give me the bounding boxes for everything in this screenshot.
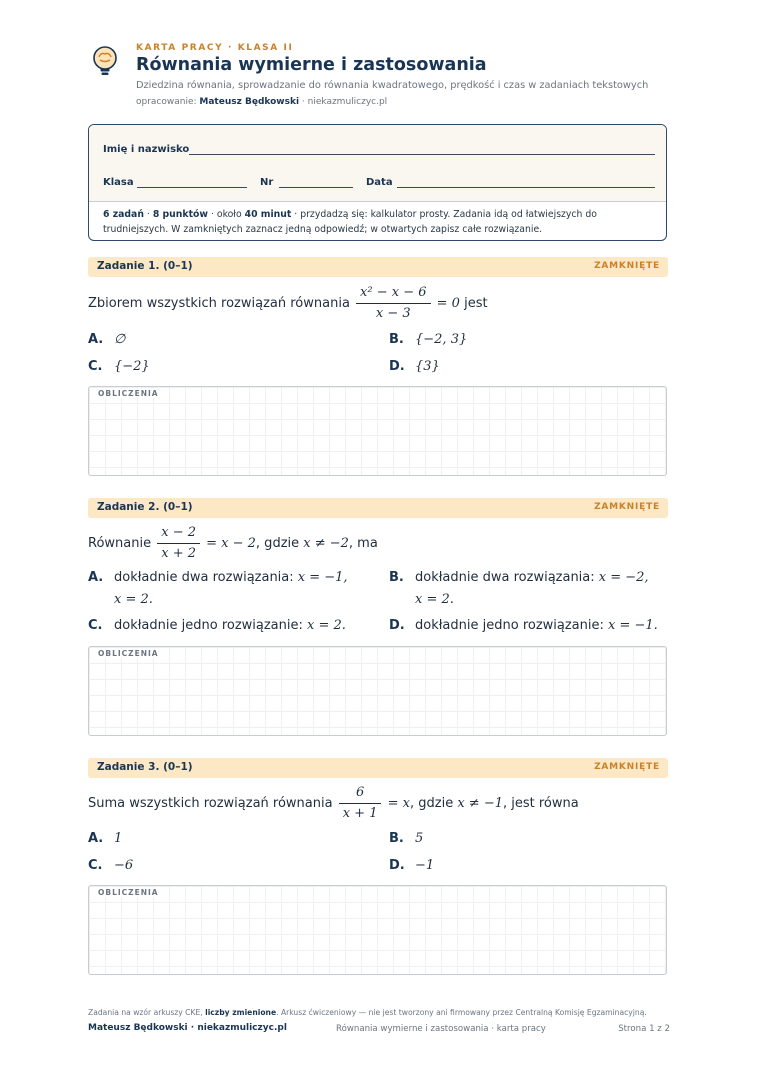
name-label: Imię i nazwisko [103,144,190,155]
task-1-stem-pre: Zbiorem wszystkich rozwiązań równania [88,296,355,311]
task-3-numerator: 6 [339,785,382,804]
task-1-stem-end: jest [459,296,488,311]
page-subtitle: Dziedzina równania, sprowadzanie do równania kwadratowego, prędkość i czas w zadaniach tekstowych [136,80,649,91]
task-2-question [88,525,378,562]
task-1-denominator: x − 3 [375,306,411,321]
task-1-header [88,257,668,277]
disclaimer-post: . Arkusz ćwiczeniowy — nie jest tworzony ani firmowany przez Centralną Komisję Egzaminacyjną. [276,1008,647,1017]
disclaimer-pre: Zadania na wzór arkuszy CKE, [88,1008,206,1017]
option-math: x = 2. [307,618,346,633]
instructions-text [103,207,653,237]
date-label: Data [366,177,393,188]
option-text: {−2, 3} [415,332,468,347]
author-prefix: opracowanie: [136,97,200,107]
task-1-option-b[interactable] [389,329,659,351]
option-continuation: x = 2. [415,592,454,607]
option-letter: A. [88,831,104,846]
info-points: 8 punktów [152,209,209,220]
option-math: x = −2, [598,570,649,585]
author-line [136,97,696,107]
option-text: dokładnie jedno rozwiązanie: [114,618,308,633]
task-1-numerator: x² − x − 6 [356,285,430,304]
task-3-stem-cond: x ≠ −1 [457,796,503,811]
info-rest: · przydadzą się: kalkulator prosty. Zadania idą od łatwiejszych do trudniejszych. W zamkniętych zaznacz jedną odpowiedź; w otwartych zapisz całe rozwiązanie. [103,209,597,235]
option-letter: B. [389,570,404,585]
nr-label: Nr [260,177,274,188]
option-text: dokładnie jedno rozwiązanie: [415,618,609,633]
option-text: dokładnie dwa rozwiązania: [415,570,599,585]
task-2-numerator: x − 2 [157,525,200,544]
class-label: Klasa [103,177,134,188]
option-continuation: x = 2. [114,592,153,607]
calc-label: OBLICZENIA [98,389,159,398]
option-text: dokładnie dwa rozwiązania: [114,570,298,585]
task-3-stem-end: , jest równa [502,796,579,811]
name-field[interactable] [189,154,655,155]
option-letter: B. [389,332,404,347]
info-time-pre: · około [208,209,245,220]
task-3-denominator: x + 1 [342,806,378,821]
option-letter: C. [88,359,103,374]
disclaimer-bold: liczby zmienione [205,1008,277,1017]
calc-label: OBLICZENIA [98,888,159,897]
task-3-question [88,785,579,822]
task-2-fraction [157,525,200,562]
task-2-kind-badge: ZAMKNIĘTE [594,502,660,512]
task-3-header [88,758,668,778]
option-letter: A. [88,570,104,585]
task-3-title: Zadanie 3. (0–1) [97,761,193,773]
student-fields [89,125,666,202]
task-3-option-a[interactable] [88,828,358,850]
option-text: −1 [415,858,435,873]
option-letter: C. [88,858,103,873]
class-field[interactable] [137,187,247,188]
page-header [136,43,696,107]
option-math: x = −1, [297,570,348,585]
task-2-option-c[interactable] [88,615,378,637]
option-letter: D. [389,359,405,374]
info-time: 40 minut [244,209,292,220]
option-text: 1 [114,831,123,846]
task-3-option-d[interactable] [389,855,659,877]
option-text: −6 [114,858,134,873]
student-info-box [88,124,667,241]
task-3-stem-post: = x [383,796,410,811]
nr-field[interactable] [279,187,353,188]
option-text: {3} [415,359,440,374]
task-2-stem-pre: Równanie [88,536,156,551]
info-sep: · [143,209,153,220]
calc-label: OBLICZENIA [98,649,159,658]
task-3-fraction [339,785,382,822]
task-1-title: Zadanie 1. (0–1) [97,260,193,272]
task-1-calculation-area[interactable] [88,386,667,476]
footer-page-number: Strona 1 z 2 [618,1024,670,1034]
task-3-stem-pre: Suma wszystkich rozwiązań równania [88,796,337,811]
header-kicker: KARTA PRACY · KLASA II [136,43,294,53]
option-math: x = −1. [608,618,658,633]
option-text: ∅ [114,332,126,347]
footer-disclaimer [88,1008,647,1017]
task-2-stem-post: = x − 2 [202,536,256,551]
task-1-option-d[interactable] [389,356,659,378]
task-1-option-a[interactable] [88,329,358,351]
task-2-stem-mid: , gdzie [255,536,304,551]
task-2-calculation-area[interactable] [88,646,667,736]
task-2-denominator: x + 2 [161,546,196,561]
page-title: Równania wymierne i zastosowania [136,55,487,75]
task-1-question [88,285,488,322]
task-2-option-d[interactable] [389,615,667,637]
task-2-header [88,498,668,518]
task-3-calculation-area[interactable] [88,885,667,975]
task-2-option-a[interactable] [88,567,378,611]
task-1-fraction [356,285,430,322]
task-1-stem-post: = 0 [432,296,460,311]
option-letter: A. [88,332,104,347]
option-letter: C. [88,618,103,633]
task-2-option-b[interactable] [389,567,667,611]
footer-doc-title: Równania wymierne i zastosowania · karta pracy [336,1024,546,1034]
footer-author: Mateusz Będkowski · niekazmuliczyc.pl [88,1023,287,1033]
option-letter: D. [389,618,405,633]
task-2-stem-end: , ma [348,536,378,551]
author-name: Mateusz Będkowski [199,97,300,107]
task-3-option-b[interactable] [389,828,659,850]
task-3-option-c[interactable] [88,855,358,877]
author-site: · niekazmuliczyc.pl [299,97,388,107]
date-field[interactable] [397,187,655,188]
task-2-stem-cond: x ≠ −2 [303,536,349,551]
option-text: 5 [415,831,424,846]
info-tasks: 6 zadań [103,209,144,220]
task-1-kind-badge: ZAMKNIĘTE [594,261,660,271]
task-2-title: Zadanie 2. (0–1) [97,501,193,513]
option-letter: B. [389,831,404,846]
task-3-stem-mid: , gdzie [409,796,458,811]
option-letter: D. [389,858,405,873]
option-text: {−2} [114,359,150,374]
lightbulb-brain-icon [88,44,122,78]
task-1-option-c[interactable] [88,356,358,378]
task-3-kind-badge: ZAMKNIĘTE [594,762,660,772]
